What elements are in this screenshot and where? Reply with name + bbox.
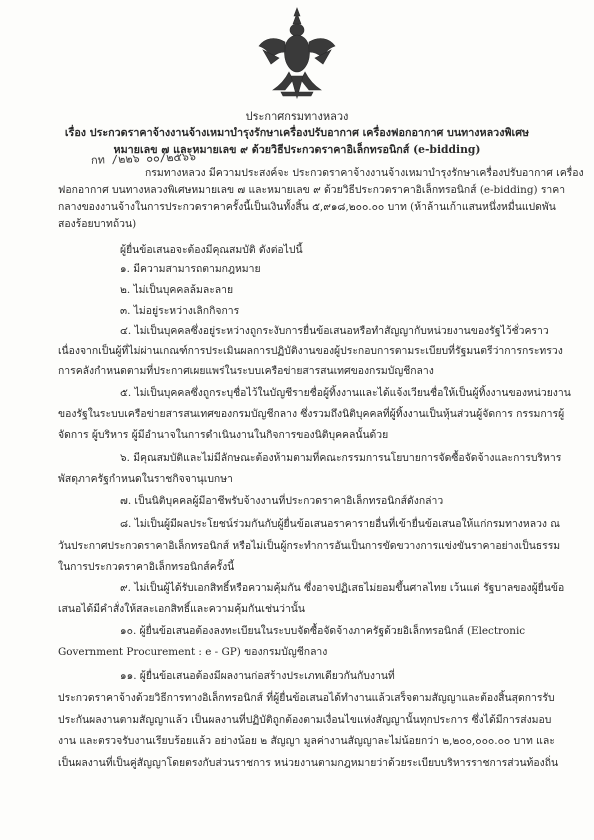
body-line: งาน และตรวจรับงานเรียบร้อยแล้ว อย่างน้อย ๒ สัญญา มูลค่างานสัญญาละไม่น้อยกว่า ๒,๒๐๐,๐๐๐.๐๐ บาท และ bbox=[58, 735, 555, 747]
subject-line-2: หมายเลข ๗ และหมายเลข ๙ ด้วยวิธีประกวดราคาอิเล็กทรอนิกส์ (e-bidding) bbox=[113, 143, 481, 156]
body-line: เสนอได้มีคำสั่งให้สละเอกสิทธิ์และความคุ้มกันเช่นว่านั้น bbox=[58, 603, 305, 615]
body-line: ของรัฐในระบบเครือข่ายสารสนเทศของกรมบัญชีกลาง ซึ่งรวมถึงนิติบุคคลที่ผู้ทิ้งงานเป็นหุ้นส่วนผู้จัดการ กรรมการผู้ bbox=[58, 408, 565, 420]
org-title: ประกาศกรมทางหลวง bbox=[245, 110, 349, 123]
body-line: เนื่องจากเป็นผู้ที่ไม่ผ่านเกณฑ์การประเมินผลการปฏิบัติงานของผู้ประกอบการตามระเบียบที่รัฐมนตรีว่าการกระทรวง bbox=[58, 345, 563, 357]
body-line: กรมทางหลวง มีความประสงค์จะ ประกวดราคาจ้างงานจ้างเหมาบำรุงรักษาเครื่องปรับอากาศ เครื่อง bbox=[145, 167, 584, 179]
body-line: สองร้อยบาทถ้วน) bbox=[58, 218, 137, 230]
body-line: ๑. มีความสามารถตามกฎหมาย bbox=[120, 263, 261, 275]
body-line: ๑๐. ผู้ยื่นข้อเสนอต้องลงทะเบียนในระบบจัดซื้อจัดจ้างภาครัฐด้วยอิเล็กทรอนิกส์ (Electronic bbox=[120, 625, 526, 637]
body-line: ในการประกวดราคาอิเล็กทรอนิกส์ครั้งนี้ bbox=[58, 561, 235, 573]
body-line: เป็นผลงานที่เป็นคู่สัญญาโดยตรงกับส่วนราชการ หน่วยงานตามกฎหมายว่าด้วยระเบียบบริหารราชการส่วนท้องถิ่น bbox=[58, 757, 559, 769]
body-line: กลางของงานจ้างในการประกวดราคาครั้งนี้เป็นเงินทั้งสิ้น ๕,๙๑๘,๒๐๐.๐๐ บาท (ห้าล้านเก้าแสนหนึ่งหมื่นแปดพัน bbox=[58, 201, 556, 213]
body-line: ฟอกอากาศ บนทางหลวงพิเศษหมายเลข ๗ และหมายเลข ๙ ด้วยวิธีประกวดราคาอิเล็กทรอนิกส์ (e-bidding) ราคา bbox=[58, 184, 566, 196]
body-line: ผู้ยื่นข้อเสนอจะต้องมีคุณสมบัติ ดังต่อไปนี้ bbox=[120, 244, 303, 256]
body-line: การคลังกำหนดตามที่ประกาศเผยแพร่ในระบบเครือข่ายสารสนเทศของกรมบัญชีกลาง bbox=[58, 365, 434, 377]
body-line: ๖. มีคุณสมบัติและไม่มีลักษณะต้องห้ามตามที่คณะกรรมการนโยบายการจัดซื้อจัดจ้างและการบริหาร bbox=[120, 452, 562, 464]
body-line: ๔. ไม่เป็นบุคคลซึ่งอยู่ระหว่างถูกระงับการยื่นข้อเสนอหรือทำสัญญากับหน่วยงานของรัฐไว้ชั่วคราว bbox=[120, 325, 549, 337]
body-line: ๗. เป็นนิติบุคคลผู้มีอาชีพรับจ้างงานที่ประกวดราคาอิเล็กทรอนิกส์ดังกล่าว bbox=[120, 495, 444, 507]
handwritten-reference: กท /๒๒๖ ๐๐/๒๕๖๖ bbox=[90, 150, 197, 167]
body-line: จัดการ ผู้บริหาร ผู้มีอำนาจในการดำเนินงานในกิจการของนิติบุคคลนั้นด้วย bbox=[58, 429, 389, 441]
body-line: พัสดุภาครัฐกำหนดในราชกิจจานุเบกษา bbox=[58, 473, 233, 485]
body-line: ประกันผลงานตามสัญญาแล้ว เป็นผลงานที่ปฏิบัติถูกต้องตามเงื่อนไขแห่งสัญญานั้นทุกประการ ซึ่งได้มีการส่งมอบ bbox=[58, 714, 552, 726]
garuda-emblem bbox=[257, 6, 337, 102]
body-line: ประกวดราคาจ้างด้วยวิธีการทางอิเล็กทรอนิกส์ ที่ผู้ยื่นข้อเสนอได้ทำงานแล้วเสร็จตามสัญญาและต้องสิ้นสุดการรับ bbox=[58, 692, 555, 704]
body-line: ๑๑. ผู้ยื่นข้อเสนอต้องมีผลงานก่อสร้างประเภทเดียวกันกับงานที่ bbox=[120, 670, 395, 682]
body-line: ๕. ไม่เป็นบุคคลซึ่งถูกระบุชื่อไว้ในบัญชีรายชื่อผู้ทิ้งงานและได้แจ้งเวียนชื่อให้เป็นผู้ทิ้งงานของหน่วยงาน bbox=[120, 387, 571, 399]
subject-line-1: เรื่อง ประกวดราคาจ้างงานจ้างเหมาบำรุงรักษาเครื่องปรับอากาศ เครื่องฟอกอากาศ บนทางหลวงพิเศษ bbox=[64, 126, 530, 139]
body-line: วันประกาศประกวดราคาอิเล็กทรอนิกส์ หรือไม่เป็นผู้กระทำการอันเป็นการขัดขวางการแข่งขันราคาอย่างเป็นธรรม bbox=[58, 540, 561, 552]
body-line: ๓. ไม่อยู่ระหว่างเลิกกิจการ bbox=[120, 305, 240, 317]
body-line: ๘. ไม่เป็นผู้มีผลประโยชน์ร่วมกันกับผู้ยื่นข้อเสนอราคารายอื่นที่เข้ายื่นข้อเสนอให้แก่กรมทางหลวง ณ bbox=[120, 518, 560, 530]
body-line: Government Procurement : e - GP) ของกรมบัญชีกลาง bbox=[58, 646, 328, 658]
body-line: ๙. ไม่เป็นผู้ได้รับเอกสิทธิ์หรือความคุ้มกัน ซึ่งอาจปฏิเสธไม่ยอมขึ้นศาลไทย เว้นแต่ รัฐบาลของผู้ยื่นข้อ bbox=[120, 582, 565, 594]
body-line: ๒. ไม่เป็นบุคคลล้มละลาย bbox=[120, 284, 234, 296]
